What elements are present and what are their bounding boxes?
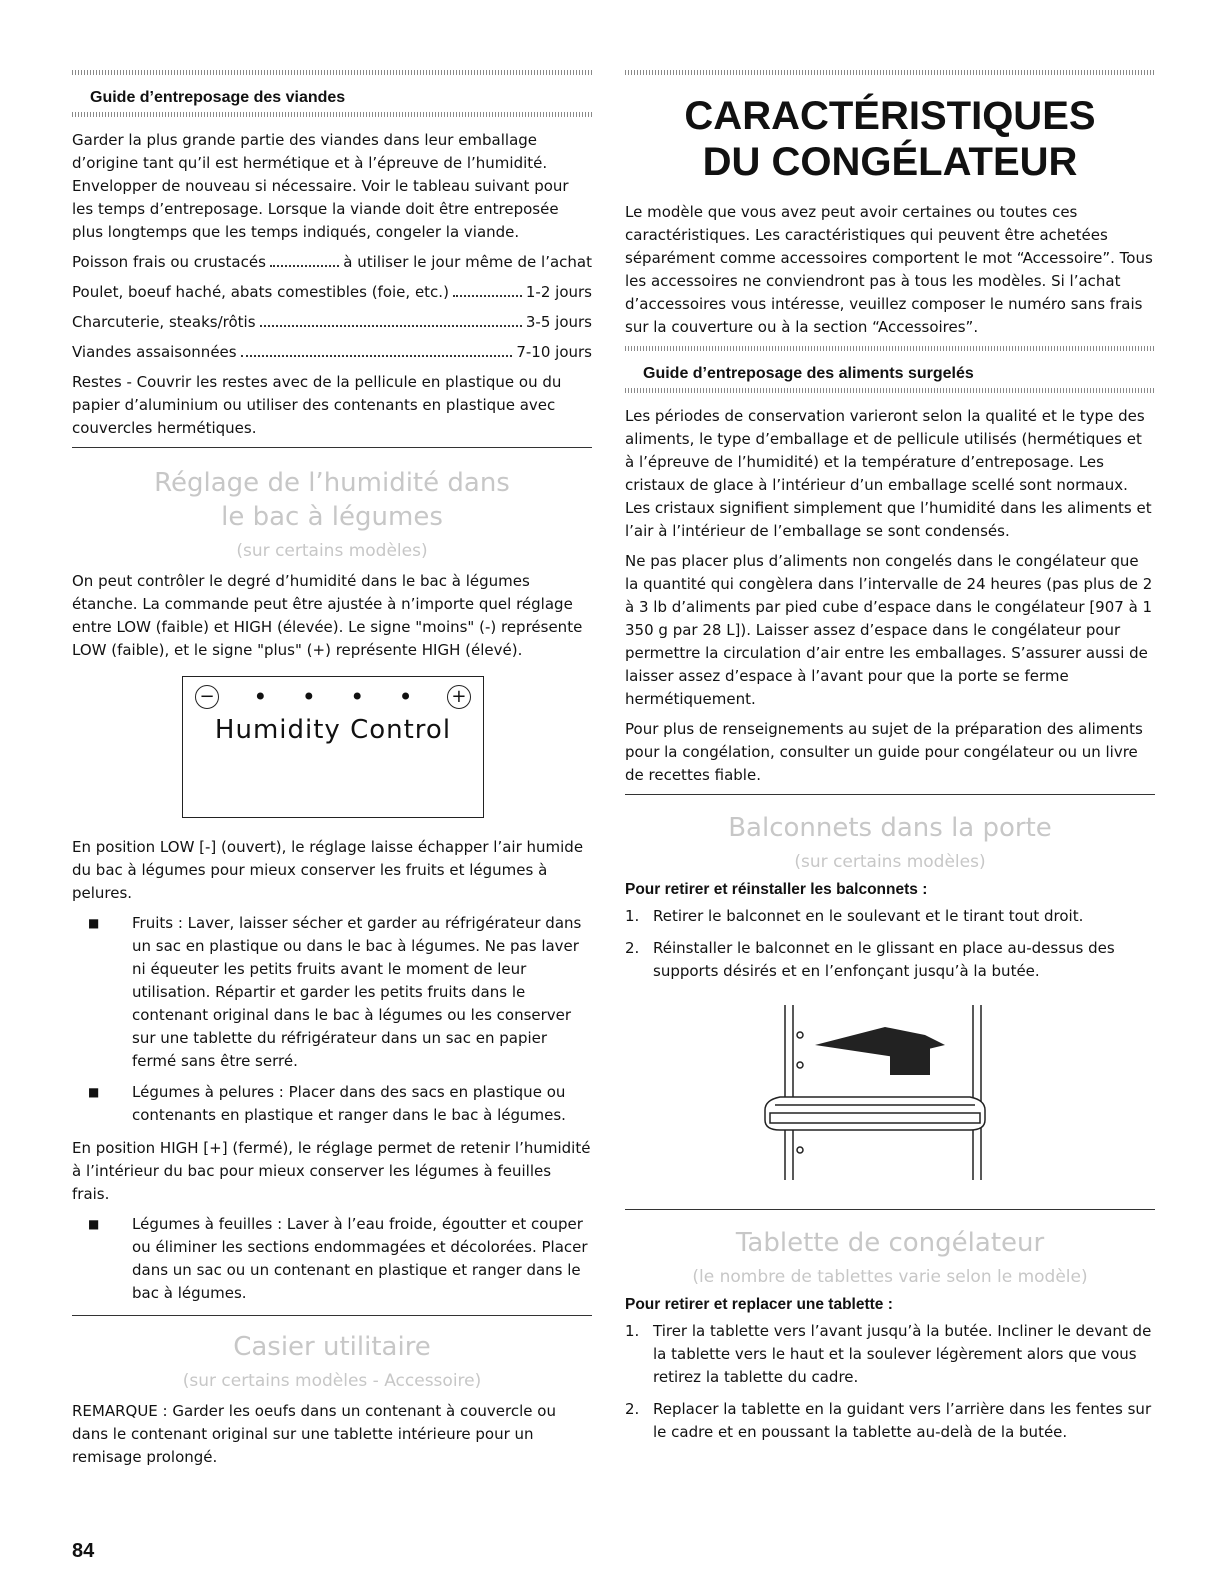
page-number: 84 [72,1540,95,1562]
step-text: Retirer le balconnet en le soulevant et le tirant tout droit. [653,907,1084,925]
humidity-subtitle: (sur certains modèles) [236,541,428,561]
storage-row-label: Poisson frais ou crustacés [72,253,266,271]
page-title [625,93,1155,185]
utility-title: Casier utilitaire [233,1332,431,1362]
humidity-title-line1: Réglage de l’humidité dans [154,468,510,498]
high-bullet-list [72,1213,592,1305]
step-number: 2. [625,939,640,957]
level-dot: • [253,683,268,711]
storage-row [72,341,592,364]
section-divider [625,1209,1155,1210]
door-bin-illustration [745,1005,1005,1185]
list-item: ■ Fruits : Laver, laisser sécher et garder au réfrigérateur dans un sac en plastique ou dans le bac à légumes. Ne pas laver ni équeuter les petits fruits avant le moment de leur utilisation. Répartir et garder les petits fruits dans le contenant original dans le bac à légumes ou les conserver sur une tablette du réfrigérateur dans un sac en papier fermé sans être serré. [72,912,592,1073]
door-bins-title: Balconnets dans la porte [728,813,1052,843]
humidity-control-label: Humidity Control [214,715,452,745]
storage-row [72,311,592,334]
page-title-line2: DU CONGÉLATEUR [702,140,1078,184]
door-bins-subtitle: (sur certains modèles) [794,852,986,872]
storage-row-label: Charcuterie, steaks/rôtis [72,313,256,331]
arrow-icon [815,1027,945,1075]
frozen-guide-heading: Guide d’entreposage des aliments surgelés [643,365,974,382]
step-number: 1. [625,907,640,925]
storage-row [72,251,592,274]
storage-row-value: 1-2 jours [525,283,592,301]
step-text: Tirer la tablette vers l’avant jusqu’à la butée. Incliner le devant de la tablette vers le haut et la soulever légèrement alors que vous retirez la tablette du cadre. [653,1322,1152,1386]
right-column [625,70,1155,1454]
freezer-shelf-subtitle: (le nombre de tablettes varie selon le modèle) [692,1267,1088,1287]
plus-icon: + [447,685,471,709]
leader-dots [453,295,522,297]
section-divider [625,794,1155,795]
door-bins-instructions-heading: Pour retirer et réinstaller les balconnets : [625,881,928,898]
section-rule [625,70,1155,75]
list-item: ■ Légumes à pelures : Placer dans des sacs en plastique ou contenants en plastique et ranger dans le bac à légumes. [72,1081,592,1127]
minus-icon: − [195,685,219,709]
freezer-shelf-steps [625,1320,1155,1444]
storage-row-value: 3-5 jours [525,313,592,331]
section-divider [72,447,592,448]
freezer-shelf-instructions-heading: Pour retirer et replacer une tablette : [625,1296,893,1313]
meat-guide-heading: Guide d’entreposage des viandes [90,89,346,106]
step-number: 1. [625,1322,640,1340]
step-text: Réinstaller le balconnet en le glissant en place au-dessus des supports désirés et en l’enfonçant jusqu’à la butée. [653,939,1115,980]
door-bins-steps [625,905,1155,983]
low-position-text: En position LOW [-] (ouvert), le réglage laisse échapper l’air humide du bac à légumes pour mieux conserver les fruits et légumes à pelures. [72,838,584,902]
level-dot: • [350,683,365,711]
door-bin [765,1097,985,1130]
level-dot: • [301,683,316,711]
list-item [625,1320,1155,1389]
humidity-control-scale [183,677,483,711]
page-title-line1: CARACTÉRISTIQUES [684,94,1096,138]
humidity-title-line2: le bac à légumes [221,502,443,532]
frozen-guide-p2: Ne pas placer plus d’aliments non congelés dans le congélateur que la quantité qui congèlera dans l’intervalle de 24 heures (pas plus de 2 à 3 lb d’aliments par pied cube d’espace dans le congélateur [907 à 1 350 g par 28 L]). Laisser assez d’espace dans le congélateur pour permettre la circulation d’air entre les emballages. S’assurer aussi de laisser assez d’espace à l’avant pour que la porte se ferme hermétiquement. [625,552,1153,708]
storage-row-value: à utiliser le jour même de l’achat [343,253,592,271]
humidity-control-illustration [182,676,484,818]
storage-row-value: 7-10 jours [516,343,592,361]
humidity-intro: On peut contrôler le degré d’humidité dans le bac à légumes étanche. La commande peut être ajustée à n’importe quel réglage entre LOW (faible) et HIGH (élevée). Le signe "moins" (-) représente LOW (faible), et le signe "plus" (+) représente HIGH (élevé). [72,572,583,659]
leader-dots [270,265,339,267]
section-divider [72,1315,592,1316]
storage-row-label: Poulet, boeuf haché, abats comestibles (foie, etc.) [72,283,449,301]
list-item [625,905,1155,928]
meat-guide-intro: Garder la plus grande partie des viandes dans leur emballage d’origine tant qu’il est hermétique et à l’épreuve de l’humidité. Envelopper de nouveau si nécessaire. Voir le tableau suivant pour les temps d’entreposage. Lorsque la viande doit être entreposée plus longtemps que les temps indiqués, congeler la viande. [72,131,569,241]
leftovers-text: Restes - Couvrir les restes avec de la pellicule en plastique ou du papier d’aluminium ou utiliser des contenants en plastique avec couvercles hermétiques. [72,373,562,437]
list-item [625,937,1155,983]
utility-subtitle: (sur certains modèles - Accessoire) [182,1371,482,1391]
storage-row [72,281,592,304]
frozen-guide-p1: Les périodes de conservation varieront selon la qualité et le type des aliments, le type d’emballage et de pellicule utilisés (hermétiques et à l’épreuve de l’humidité) et la température d’entreposage. Les cristaux de glace à l’intérieur d’un emballage scellé sont normaux. Les cristaux signifient simplement que l’humidité dans les aliments et l’air à l’intérieur de l’emballage se sont condensés. [625,407,1152,540]
left-column [72,70,592,1476]
leader-dots [260,325,522,327]
frozen-guide-p3: Pour plus de renseignements au sujet de la préparation des aliments pour la congélation, consulter un guide pour congélateur ou un livre de recettes fiable. [625,720,1143,784]
low-bullet-list [72,912,592,1127]
level-dot: • [398,683,413,711]
features-intro: Le modèle que vous avez peut avoir certaines ou toutes ces caractéristiques. Les caractéristiques qui peuvent être achetées séparément comme accessoires comportent le mot “Accessoire”. Tous les accessoires ne conviendront pas à tous les modèles. Si l’achat d’accessoires vous intéresse, veuillez composer le numéro sans frais sur la couverture ou à la section “Accessoires”. [625,203,1153,336]
storage-row-label: Viandes assaisonnées [72,343,237,361]
section-rule [72,112,592,117]
step-text: Replacer la tablette en la guidant vers l’arrière dans les fentes sur le cadre et en poussant la tablette au-delà de la butée. [653,1400,1152,1441]
freezer-shelf-title: Tablette de congélateur [735,1228,1045,1258]
list-item [625,1398,1155,1444]
step-number: 2. [625,1400,640,1418]
leader-dots [241,355,513,357]
high-position-text: En position HIGH [+] (fermé), le réglage permet de retenir l’humidité à l’intérieur du bac pour mieux conserver les légumes à feuilles frais. [72,1139,591,1203]
list-item: ■ Légumes à feuilles : Laver à l’eau froide, égoutter et couper ou éliminer les sections endommagées et décolorées. Placer dans un sac ou un contenant en plastique et ranger dans le bac à légumes. [72,1213,592,1305]
section-rule [625,388,1155,393]
utility-note: REMARQUE : Garder les oeufs dans un contenant à couvercle ou dans le contenant original sur une tablette intérieure pour un remisage prolongé. [72,1402,556,1466]
